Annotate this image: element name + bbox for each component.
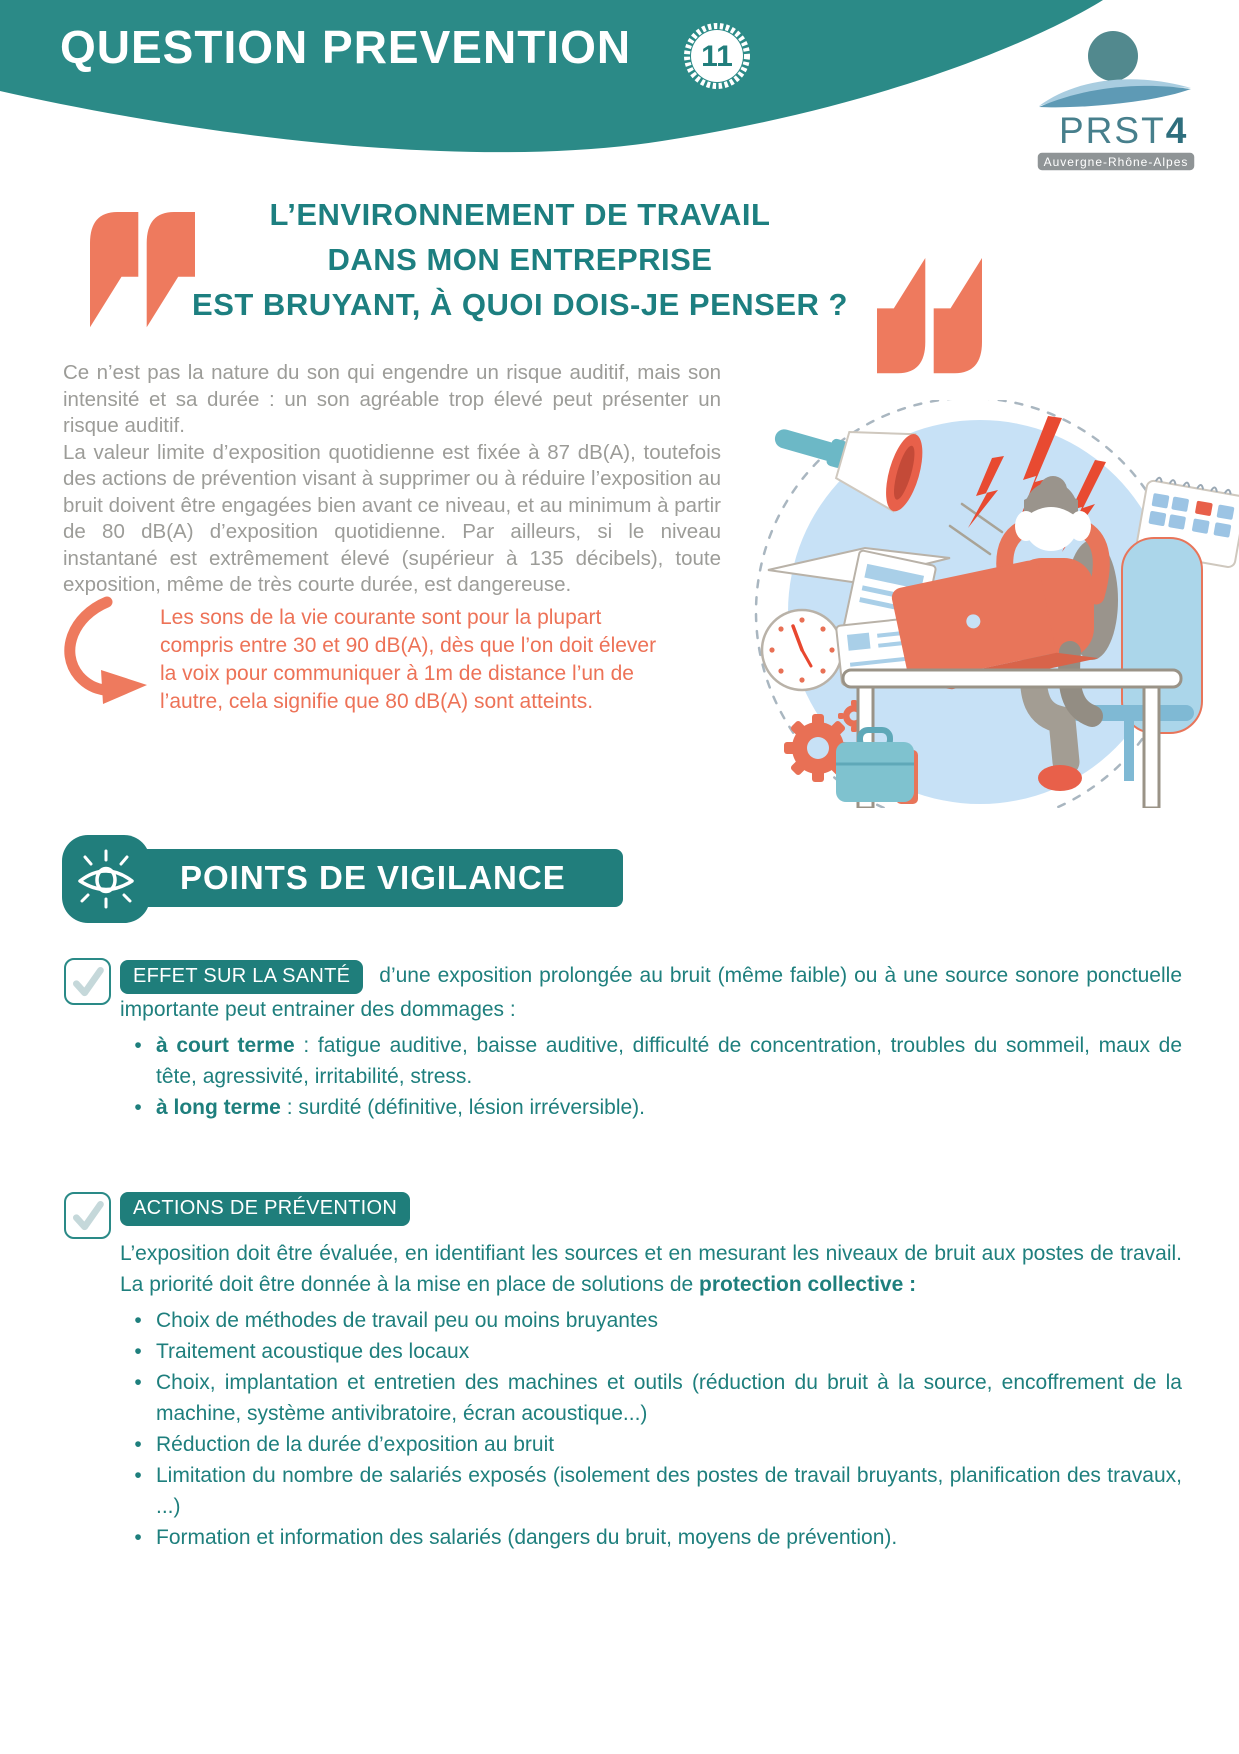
eye-icon [70, 843, 142, 915]
bullet-dot: • [134, 1034, 142, 1057]
bullet-text: à long terme : surdité (définitive, lésion irréversible). [156, 1096, 646, 1119]
callout-arrow-icon [55, 596, 155, 711]
vigilance-title: POINTS DE VIGILANCE [180, 859, 566, 896]
bullet-list-prevention [120, 1305, 1182, 1553]
quote-line-1: L’ENVIRONNEMENT DE TRAVAIL [269, 197, 771, 232]
check-icon [68, 1196, 108, 1236]
section-lead-prevention: L’exposition doit être évaluée, en identifiant les sources et en mesurant les niveaux de bruit aux postes de travail. La priorité doit être donnée à la mise en place de solutions de protection collective : [120, 1242, 1182, 1296]
clock-icon [762, 610, 842, 690]
issue-number-badge [683, 22, 751, 90]
bullet-dot: • [134, 1526, 142, 1549]
bullet-text: Formation et information des salariés (dangers du bruit, moyens de prévention). [156, 1526, 898, 1549]
section-prevention-actions [120, 1192, 1182, 1553]
bullet-item [120, 1092, 1182, 1123]
logo-region-label: Auvergne-Rhône-Alpes [1043, 155, 1189, 169]
intro-paragraph-1: Ce n’est pas la nature du son qui engendre un risque auditif, mais son intensité et sa durée : un son agréable trop élevé peut présenter un risque auditif. [63, 361, 721, 437]
bullet-dot: • [134, 1433, 142, 1456]
bullet-dot: • [134, 1309, 142, 1332]
intro-paragraph-2: La valeur limite d’exposition quotidienne est fixée à 87 dB(A), toutefois des actions de prévention visant à supprimer ou à réduire l’exposition au bruit doivent être engagées bien avant ce niveau, et au minimum à partir de 80 dB(A) d’exposition quotidienne. Par ailleurs, si le niveau instantané est extrêmement élevé (supérieur à 135 décibels), toute exposition, même de très courte durée, est dangereuse. [63, 440, 721, 596]
bullet-item [120, 1460, 1182, 1522]
bullet-text: Réduction de la durée d’exposition au bruit [156, 1433, 555, 1456]
section-health-effects [120, 960, 1182, 1123]
bullet-item [120, 1336, 1182, 1367]
prst4-logo [1035, 22, 1197, 172]
quote-close-icon [877, 258, 982, 378]
quote-line-2: DANS MON ENTREPRISE [327, 242, 713, 277]
bullet-text: Traitement acoustique des locaux [156, 1340, 470, 1363]
section-lead-health: d’une exposition prolongée au bruit (même faible) ou à une source sonore ponctuelle importante peut entrainer des dommages : [120, 964, 1182, 1021]
issue-number: 11 [701, 40, 733, 73]
section-badge-health: EFFET SUR LA SANTÉ [120, 960, 363, 994]
section-badge-prevention: ACTIONS DE PRÉVENTION [120, 1192, 410, 1226]
bullet-list-health [120, 1030, 1182, 1123]
callout-text: Les sons de la vie courante sont pour la plupart compris entre 30 et 90 dB(A), dès que l’on doit élever la voix pour communiquer à 1m de distance l’un de l’autre, cela signifie que 80 dB(A) sont atteints. [160, 606, 657, 713]
quote-title [150, 192, 890, 327]
page-title: QUESTION PREVENTION [60, 21, 632, 73]
bullet-item [120, 1429, 1182, 1460]
logo-name: PRST4 [1059, 110, 1189, 151]
bullet-item [120, 1030, 1182, 1092]
checkbox-health [64, 958, 111, 1005]
vigilance-banner [98, 849, 623, 907]
intro-text [63, 360, 721, 599]
noise-stress-illustration [740, 400, 1239, 808]
logo-head-icon [1088, 31, 1138, 81]
bullet-item [120, 1522, 1182, 1553]
bullet-dot: • [134, 1340, 142, 1363]
checkbox-prevention [64, 1192, 111, 1239]
bullet-dot: • [134, 1371, 142, 1394]
check-icon [68, 962, 108, 1002]
bullet-text: Limitation du nombre de salariés exposés (isolement des postes de travail bruyants, planification des travaux, ...) [156, 1464, 1182, 1518]
bullet-item [120, 1305, 1182, 1336]
bullet-dot: • [134, 1464, 142, 1487]
bullet-text: Choix, implantation et entretien des machines et outils (réduction du bruit à la source, encoffrement de la machine, système antivibratoire, écran acoustique...) [156, 1371, 1182, 1425]
bullet-dot: • [134, 1096, 142, 1119]
bullet-text: à court terme : fatigue auditive, baisse auditive, difficulté de concentration, troubles du sommeil, maux de tête, agressivité, irritabilité, stress. [156, 1034, 1183, 1088]
quote-line-3: EST BRUYANT, À QUOI DOIS-JE PENSER ? [192, 287, 848, 322]
vigilance-icon-tile [62, 835, 150, 923]
bullet-item [120, 1367, 1182, 1429]
bullet-text: Choix de méthodes de travail peu ou moins bruyantes [156, 1309, 658, 1332]
